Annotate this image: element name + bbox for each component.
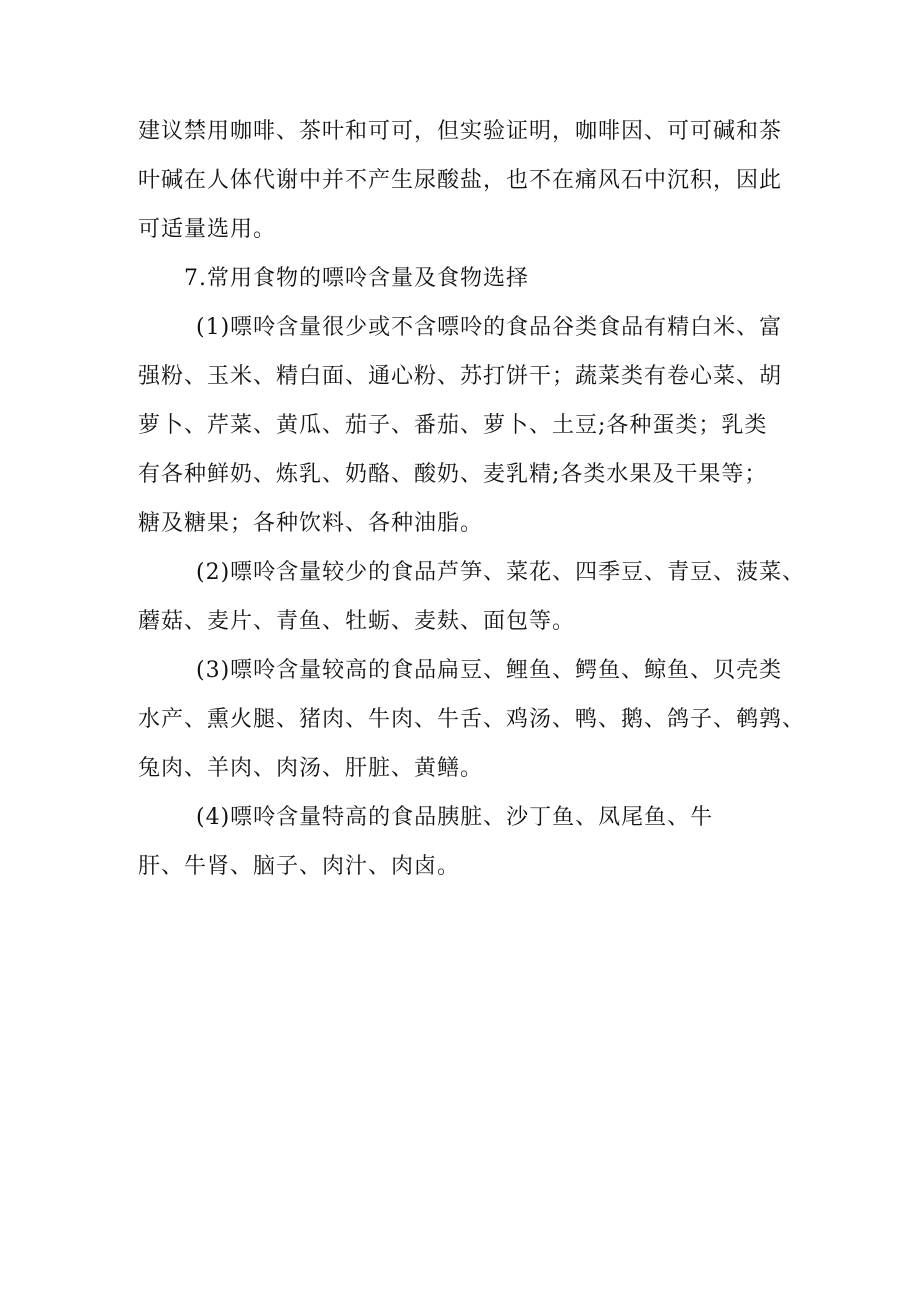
text-line: (1)嘌呤含量很少或不含嘌呤的食品谷类食品有精白米、富 bbox=[196, 315, 783, 340]
text-line: 可适量选用。 bbox=[138, 217, 277, 242]
text-line: 强粉、玉米、精白面、通心粉、苏打饼干；蔬菜类有卷心菜、胡 bbox=[138, 364, 783, 389]
section-heading: 7.常用食物的嘌呤含量及食物选择 bbox=[184, 266, 529, 291]
text-line: 建议禁用咖啡、茶叶和可可，但实验证明，咖啡因、可可碱和茶 bbox=[138, 119, 783, 144]
text-line: 糖及糖果；各种饮料、各种油脂。 bbox=[138, 511, 484, 536]
text-line: (2)嘌呤含量较少的食品芦笋、菜花、四季豆、青豆、菠菜、 bbox=[196, 560, 806, 585]
text-line: 有各种鲜奶、炼乳、奶酪、酸奶、麦乳精;各类水果及干果等； bbox=[138, 462, 768, 487]
text-line: 叶碱在人体代谢中并不产生尿酸盐，也不在痛风石中沉积，因此 bbox=[138, 168, 783, 193]
text-line: 水产、熏火腿、猪肉、牛肉、牛舌、鸡汤、鸭、鹅、鸽子、鹌鹑、 bbox=[138, 707, 806, 732]
text-line: 肝、牛肾、脑子、肉汁、肉卤。 bbox=[138, 854, 461, 879]
text-line: (4)嘌呤含量特高的食品胰脏、沙丁鱼、凤尾鱼、牛 bbox=[196, 805, 714, 830]
text-line: 萝卜、芹菜、黄瓜、茄子、番茄、萝卜、土豆;各种蛋类；乳类 bbox=[138, 413, 768, 438]
text-line: 蘑菇、麦片、青鱼、牡蛎、麦麸、面包等。 bbox=[138, 609, 576, 634]
text-line: 兔肉、羊肉、肉汤、肝脏、黄鳝。 bbox=[138, 756, 484, 781]
text-line: (3)嘌呤含量较高的食品扁豆、鲤鱼、鳄鱼、鲸鱼、贝壳类 bbox=[196, 658, 783, 683]
